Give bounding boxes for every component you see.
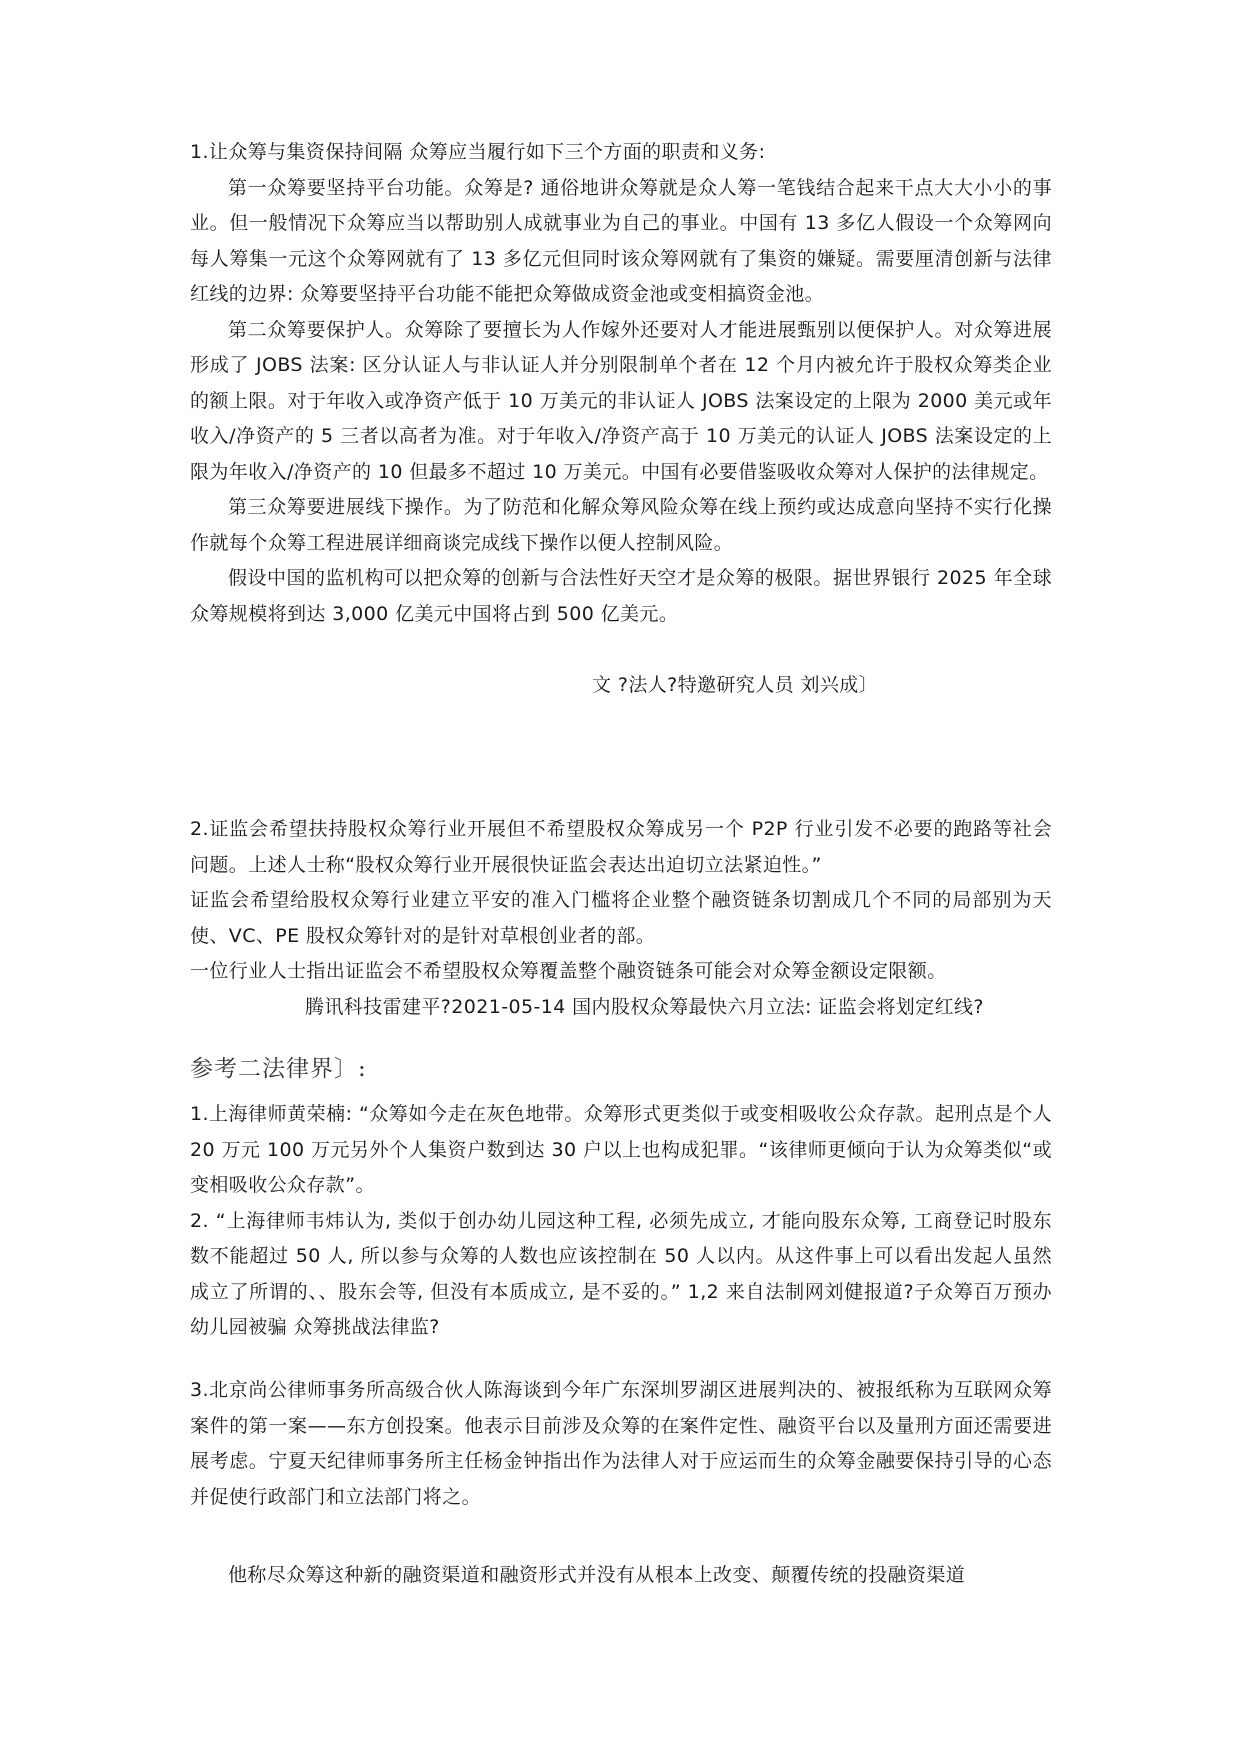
section-2-line-3: 一位行业人士指出证监会不希望股权众筹覆盖整个融资链条可能会对众筹金额设定限额。 bbox=[190, 960, 947, 982]
reference-block-3 bbox=[190, 1558, 1052, 1594]
reference-item-4: 他称尽众筹这种新的融资渠道和融资形式并没有从根本上改变、颠覆传统的投融资渠道 bbox=[228, 1564, 966, 1586]
section-2-line-1: 2.证监会希望扶持股权众筹行业开展但不希望股权众筹成另一个 P2P 行业引发不必要的跑路等社会问题。上述人士称“股权众筹行业开展很快证监会表达出迫切立法紧迫性。” bbox=[190, 818, 1052, 876]
reference-block-2 bbox=[190, 1373, 1052, 1515]
section-1 bbox=[190, 135, 1052, 632]
section-2-line-2: 证监会希望给股权众筹行业建立平安的准入门槛将企业整个融资链条切割成几个不同的局部别为天使、VC、PE 股权众筹针对的是针对草根创业者的部。 bbox=[190, 889, 1052, 947]
section-1-title: 1.让众筹与集资保持间隔 众筹应当履行如下三个方面的职责和义务: bbox=[190, 141, 766, 163]
section-1-signature: 文 ?法人?特邀研究人员 刘兴成〕 bbox=[592, 674, 879, 696]
reference-item-3: 3.北京尚公律师事务所高级合伙人陈海谈到今年广东深圳罗湖区进展判决的、被报纸称为互联网众筹案件的第一案——东方创投案。他表示目前涉及众筹的在案件定性、融资平台以及量刑方面还需要进展考虑。宁夏天纪律师事务所主任杨金钟指出作为法律人对于应运而生的众筹金融要保持引导的心态并促使行政部门和立法部门将之。 bbox=[190, 1379, 1052, 1508]
reference-heading: 参考二法律界〕: bbox=[190, 1056, 367, 1082]
reference-item-1: 1.上海律师黄荣楠: “众筹如今走在灰色地带。众筹形式更类似于或变相吸收公众存款。起刑点是个人 20 万元 100 万元另外个人集资户数到达 30 户以上也构成犯罪。“该律师更倾向于认为众筹类似“或变相吸收公众存款”。 bbox=[190, 1103, 1052, 1196]
reference-block-1 bbox=[190, 1097, 1052, 1346]
section-1-paragraph-4: 假设中国的监机构可以把众筹的创新与合法性好天空才是众筹的极限。据世界银行 2025 年全球众筹规模将到达 3,000 亿美元中国将占到 500 亿美元。 bbox=[190, 567, 1052, 625]
section-1-paragraph-2: 第二众筹要保护人。众筹除了要擅长为人作嫁外还要对人才能进展甄别以便保护人。对众筹进展形成了 JOBS 法案: 区分认证人与非认证人并分别限制单个者在 12 个月内被允许于股权众筹类企业的额上限。对于年收入或净资产低于 10 万美元的非认证人 JOBS 法案设定的上限为 2000 美元或年收入/净资产的 5 三者以高者为准。对于年收入/净资产高于 10 万美元的认证人 JOBS 法案设定的上限为年收入/净资产的 10 但最多不超过 10 万美元。中国有必要借鉴吸收众筹对人保护的法律规定。 bbox=[190, 318, 1052, 483]
section-1-paragraph-3: 第三众筹要进展线下操作。为了防范和化解众筹风险众筹在线上预约或达成意向坚持不实行化操作就每个众筹工程进展详细商谈完成线下操作以便人控制风险。 bbox=[190, 496, 1052, 554]
section-1-paragraph-1: 第一众筹要坚持平台功能。众筹是? 通俗地讲众筹就是众人筹一笔钱结合起来干点大大小小的事业。但一般情况下众筹应当以帮助别人成就事业为自己的事业。中国有 13 多亿人假设一个众筹网向每人筹集一元这个众筹网就有了 13 多亿元但同时该众筹网就有了集资的嫌疑。需要厘清创新与法律红线的边界: 众筹要坚持平台功能不能把众筹做成资金池或变相搞资金池。 bbox=[190, 176, 1052, 305]
section-2-source: 腾讯科技雷建平?2021-05-14 国内股权众筹最快六月立法: 证监会将划定红线? bbox=[305, 996, 984, 1018]
reference-item-2: 2. “上海律师韦炜认为, 类似于创办幼儿园这种工程, 必须先成立, 才能向股东众筹, 工商登记时股东数不能超过 50 人, 所以参与众筹的人数也应该控制在 50 人以内。从这件事上可以看出发起人虽然成立了所谓的、、股东会等, 但没有本质成立, 是不妥的。” 1,2 来自法制网刘健报道?子众筹百万预办幼儿园被骗 众筹挑战法律监? bbox=[190, 1209, 1052, 1338]
section-2 bbox=[190, 812, 1052, 990]
